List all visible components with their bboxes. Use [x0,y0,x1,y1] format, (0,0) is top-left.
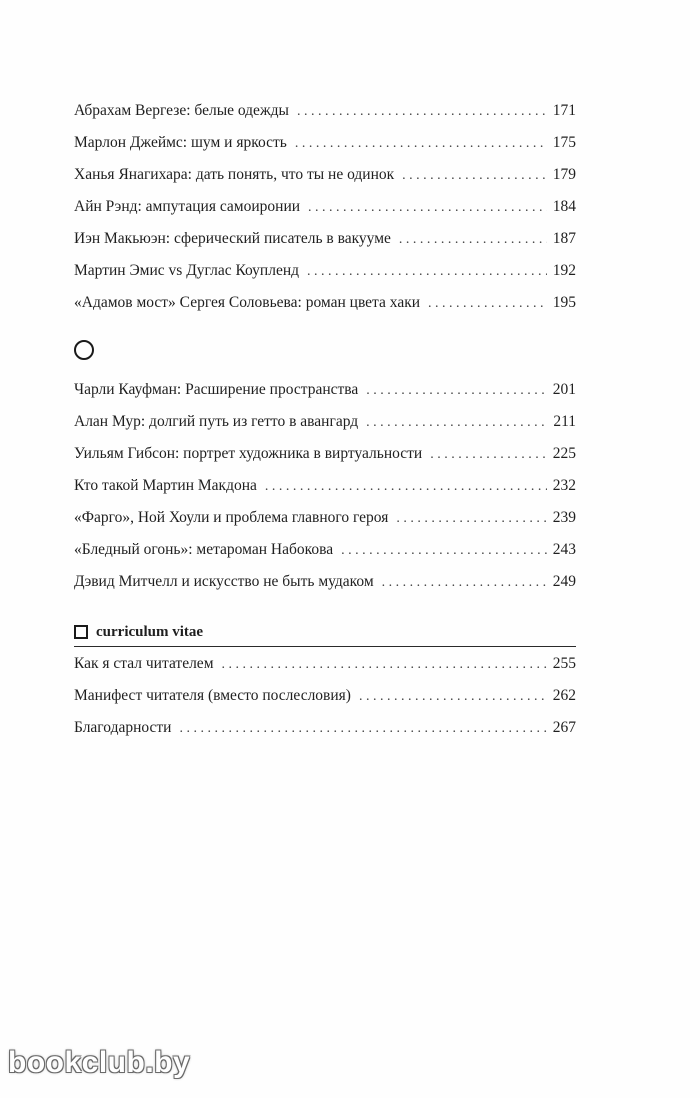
toc-entry-page: 201 [552,381,576,398]
toc-entry-page: 243 [552,541,576,558]
dot-leader [341,535,547,567]
toc-entry [74,191,576,223]
dot-leader [222,649,548,681]
toc-entry-page: 249 [552,573,576,590]
toc-entry [74,95,576,127]
dot-leader [308,192,547,224]
toc-entry-title: Алан Мур: долгий путь из гетто в авангард [74,413,359,430]
toc-entry-page: 195 [552,294,576,311]
toc-entry [74,502,576,534]
toc-entry [74,438,576,470]
section-heading [74,622,203,642]
toc-entry-title: Дэвид Митчелл и искусство не быть мудаком [74,573,374,590]
circle-marker-icon [74,340,94,360]
toc-entry-title: Манифест читателя (вместо послесловия) [74,687,351,704]
section-title: curriculum vitae [96,624,204,640]
toc-entry-title: Благодарности [74,719,172,736]
toc-entry-title: «Бледный огонь»: метароман Набокова [74,541,334,558]
dot-leader [179,713,547,745]
square-marker-icon [74,625,88,639]
toc-entry-page: 175 [552,134,576,151]
watermark: bookclub.by [8,1046,191,1079]
toc-entry [74,223,576,255]
dot-leader [307,256,547,288]
toc-entry-page: 225 [552,445,576,462]
toc-entry-title: Чарли Кауфман: Расширение пространства [74,381,359,398]
dot-leader [402,160,547,192]
toc-entry-page: 262 [552,687,576,704]
toc-entry [74,287,576,319]
toc-entry-title: Марлон Джеймс: шум и яркость [74,134,287,151]
dot-leader [297,96,547,128]
toc-entry-page: 267 [552,719,576,736]
toc-entry-page: 255 [552,655,576,672]
toc-entry [74,127,576,159]
toc-entry [74,566,576,598]
toc-entry [74,374,576,406]
toc-entry [74,255,576,287]
dot-leader [366,375,547,407]
toc-entry-title: Уильям Гибсон: портрет художника в виртуальности [74,445,423,462]
toc-entry-page: 192 [552,262,576,279]
toc-entry [74,534,576,566]
dot-leader [399,224,547,256]
toc-entry-page: 171 [552,102,576,119]
dot-leader [396,503,547,535]
dot-leader [295,128,547,160]
toc-entry-title: Ханья Янагихара: дать понять, что ты не одинок [74,166,395,183]
dot-leader [382,567,547,599]
toc-entry-page: 211 [553,413,576,430]
dot-leader [359,681,547,713]
toc-entry-title: «Адамов мост» Сергея Соловьева: роман цвета хаки [74,294,421,311]
toc-group-2 [74,374,576,598]
dot-leader [366,407,547,439]
toc-entry-page: 187 [552,230,576,247]
toc-entry [74,159,576,191]
toc-entry-title: Мартин Эмис vs Дуглас Коупленд [74,262,300,279]
toc-entry-title: Иэн Макьюэн: сферический писатель в вакууме [74,230,391,247]
dot-leader [430,439,547,471]
toc-entry [74,680,576,712]
toc-entry [74,470,576,502]
toc-entry-title: Как я стал читателем [74,655,214,672]
toc-entry [74,648,576,680]
toc-group-3 [74,648,576,744]
section-divider [74,646,576,647]
toc-entry-page: 232 [552,477,576,494]
toc-entry-page: 179 [552,166,576,183]
toc-entry-page: 184 [552,198,576,215]
toc-entry-title: Кто такой Мартин Макдона [74,477,257,494]
toc-entry [74,406,576,438]
toc-group-1 [74,95,576,319]
toc-entry-title: Абрахам Вергезе: белые одежды [74,102,289,119]
toc-entry-title: Айн Рэнд: ампутация самоиронии [74,198,301,215]
toc-entry-title: «Фарго», Ной Хоули и проблема главного героя [74,509,389,526]
toc-entry-page: 239 [552,509,576,526]
dot-leader [428,288,547,320]
dot-leader [265,471,547,503]
toc-entry [74,712,576,744]
